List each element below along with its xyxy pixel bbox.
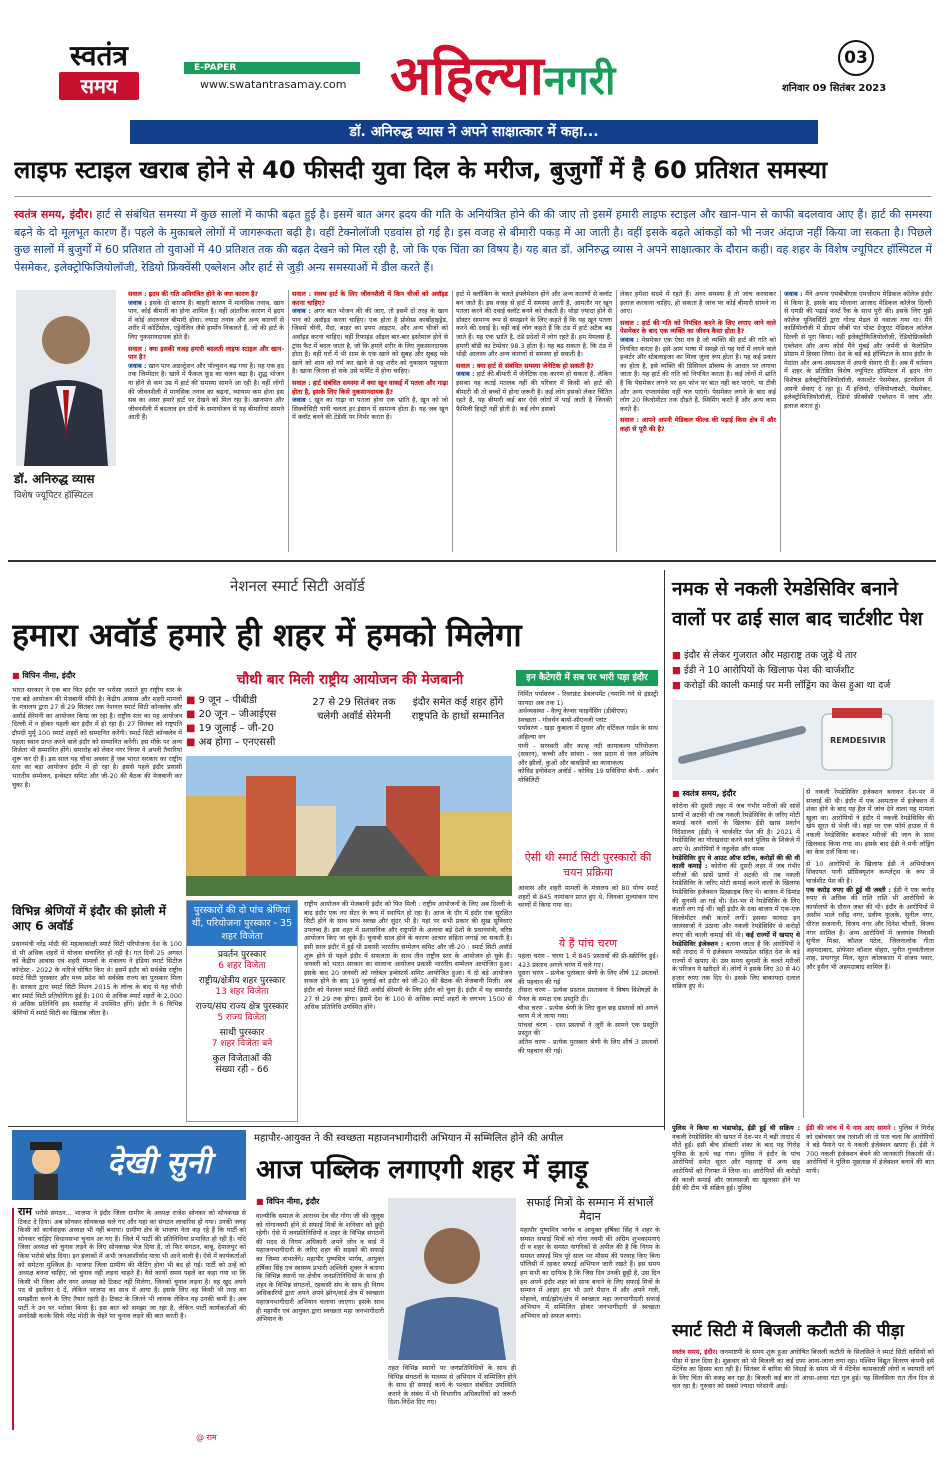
lead-intro [14,206,932,278]
remdesivir-photo-label: REMDESIVIR [830,736,886,745]
power-headline: स्मार्ट सिटी में बिजली कटौती की पीड़ा [672,1321,905,1341]
category-item: पानी - सरस्वती और कान्ह नदी कायाकल्प परियोजना (सवरन), कच्ची और सांवरा - जल प्रदाय से जल अधिशेष और झीलों, कुओं और बावड़ियों का कायाकल्प [518,741,658,767]
jhadu-col-3: महापौर पुष्यमित्र भार्गव व आयुक्त हर्षिका सिंह ने शहर के समस्त सफाई मित्रों को गोगा नवमी की अग्रिम शुभकामनाएं दी व शहर के समस्त नागरिकों से अपील की है कि निगम के समस्त सफाई मित्र पूरे साल भर मौसम की परवाह किए बिना पॉलिसी में रहकर सफाई अभियान जारी रखते हैं। इस समय हम सभी का दायित्व है कि जिस दिन उनकी छुट्टी है, उस दिन हम अपने इंदौर शहर को साफ बनाने के लिए सफाई मित्रों के सम्मान में आइए हम भी उतरे मैदान में और अपने गली, मोहल्ले, वार्ड/झोन/क्षेत्र में स्वच्छता महा जनभागीदारी सफाई अभियान में सम्मिलित होकर जनभागीदारी से स्वच्छता अभियान को सफल बनाएं। [520,1226,660,1320]
award-subhead: चौथी बार मिली राष्ट्रीय आयोजन की मेजबानी [236,672,464,688]
award-byline-text: विपिन नीमा, इंदौर [22,671,76,680]
category-item: स्वच्छता - गोवर्धन बायो-सीएनजी प्लांट [518,715,607,724]
power-dateline: स्वतंत्र समय, इंदौर। [672,1348,718,1356]
qa-column-5 [784,290,932,552]
mayor-photo [388,1198,516,1360]
jhadu-col-1: वाल्मीकि समाज के आराध्य देव वीर गोगा जी की जुलूस को गोगानवमी होने से सफाई मित्रों के शनिवार को छुट्टी रहेगी। ऐसे में जनप्रतिनिधियों व शहर के विभिन्न संगठनों की मदद से निगम अधिकारी अपने जोन व वार्ड में महाजनभागीदारी के जरिए शहर की सड़कों की सफाई का जिम्मा संभालेंगे। महापौर पुष्यमित्र भार्गव, आयुक्त हर्षिका सिंह एवं स्वास्थ्य प्रभारी अश्विनी शुक्ल ने बताया कि विभिन्न स्थानों पर क्षेत्रीय जनप्रतिनिधियों के साथ ही शहर के विभिन्न संगठनों, रहवासी संघ के साथ ही निगम अधिकारियों द्वारा अपने अपने झोन/वार्ड क्षेत्र में स्वच्छता महाजनभागीदारी अभियान चलाया जाएगा। इसके साथ ही महापौर एवं आयुक्त द्वारा स्वच्छता महा जनभागीदारी अभियान के [256,1212,384,1324]
qa-item: जवाब : मैंने अपना एमबीबीएस एमजीएम मेडिकल कॉलेज इंदौर से किया है, इसके बाद मौलाना आजाद मेडिकल कॉलेज दिल्ली से एमडी की पढ़ाई फर्स्ट रैंक के साथ पूरी की। इसके लिए मुझे कॉलेज यूनिवर्सिटी द्वारा गोल्ड मेडल से नवाजा गया था। मैंने कार्डियोलॉजी में डीएम जीबी पंत पोस्ट ग्रेजुएट मेडिकल कॉलेज दिल्ली से पूरा किया। वहीं इलेक्ट्रोफिजियोलॉजी, रेडियोफ्रिक्वेंसी एब्लेशन और अन्य कोर्स मैंने मुंबई और जर्मनी से फेलोशिप प्रोग्राम में हिस्सा लिया। देश के बड़े बड़े हॉस्पिटल के साथ इंदौर के मेदांता और अन्य अस्पताल में अपनी सेवाएं दी हैं। अब मैं वर्तमान में शहर के प्रतिष्ठित विशेष ज्यूपिटर हॉस्पिटल में ह्रदय रोग विशेषज्ञ इलेक्ट्रोफिजियोलॉजी, कंसल्टेंट पेसमेकर, इंटरवेंशन में अपनी सेवाएं दे रहा हूं। मैं इंजियो, एंजियोप्लास्टी, पेसमेकर, इलेक्ट्रोफिजियोलॉजी, रेडियो फ्रीक्वेंसी एब्लेशन में जांच और इलाज करता हूं। [784,290,932,410]
column-rule [616,290,617,552]
stages-title: ये हैं पांच चरण [558,937,618,950]
process-intro: आवास और शहरी मामलों के मंत्रालय को 80 योग्य स्मार्ट शहरों से 845 नामांकन प्राप्त हुए थे, जिनका मूल्यांकन पांच चरणों में किया गया था। [518,884,658,910]
city-title [390,36,615,106]
logo-line2: समय [59,72,139,100]
column-title: देखी सुनी [107,1146,211,1181]
remdesivir-col-3: ईडी की जांच में ये नाम आए सामने : पुलिस ने गिरोह को दबोचकर जब तलाशी ली तो पता चला कि आरोपियों ने बड़े पैमाने पर ये नकली इंजेक्शन खपाए हैं। ईडी ने 700 नकली इंजेक्शन बेचने की जानकारी निकाली थी। आरोपियों ने पुलिस पूछताछ में इंजेक्शन बनाने की बात मानी। [806,1124,934,1175]
column-rule [780,290,781,552]
awards-box [186,900,298,1122]
qa-column-2 [292,290,448,552]
award-body-1: भारत सरकार ने एक बार फिर इंदौर पर भरोसा जताते हुए राष्ट्रीय स्तर के एक बड़े आयोजन की मेजबानी सौंपी है। केंद्रीय आवास और शहरी मामलों के मंत्रालय द्वारा 27 से 29 सितंबर तक नेशनल स्मार्ट सिटी कॉन्क्लेव और अवॉर्ड सेरेमनी का आयोजन किया जा रहा है। राष्ट्रीय स्तर का यह आयोजन दिल्ली में न होकर पहली बार इंदौर में हो रहा है। 27 सितंबर को राष्ट्रपति द्रौपदी मुर्मू 100 स्मार्ट शहरों को सम्मानित करेंगी। स्मार्ट सिटी कॉन्क्लेव में पहला स्थान प्राप्त करने वाले इंदौर को सम्मानित करेंगी। इस मौके पर अन्य विजेता भी सम्मानित होंगे। समारोह को लेकर नगर निगम ने अपनी तैयारियां शुरू कर दी हैं। इस साल यह चौथा अवसर है जब भारत सरकार का राष्ट्रीय स्तर का बड़ा आयोजन इंदौर में हो रहा है। इससे पहले इंदौर प्रवासी भारतीय सम्मेलन, इन्वेस्टर समिट और जी-20 की बैठक की मेजबानी कर चुका है। [12,686,182,789]
category-item: निर्मित पर्यावरण - रिवरफ्रंट डेवलपमेंट (नमामि गंगे से इंडस्ट्री फ़ायदा अब तक 1) [518,690,658,707]
remdesivir-col-1: कोरोना की दूसरी लहर में जब गंभीर मरीजों की सांसें प्राणों में अटकी थी तब नकली रेमडेसिविर के जरिए मोटी कमाई करने वालों के खिलाफ ईडी खास प्रवर्तन निदेशालय (ईडी) ने चार्जशीट पेश की है। 2021 में रेमडेसिविर का गोरखधंधा करने वाले पुलिस के शिकंजे में आए थे। आरोपियों ने नकुलेंस और नमक रेमडेसिविर हुए थे आउट ऑफ स्टॉक, करोड़ों की की थी काली कमाई : कोरोना की दूसरी लहर में जब गंभीर मरीजों की सांसें प्राणों में अटकी थी तब नकली रेमडेसिविर के जरिए मोटी कमाई करने वालों के खिलाफ रेमडेसिविर इंजेक्शन प्रिस्क्राइब किए थे। बाजार में डिमांड की सुनामी आ गई थी। देश-भर में रेमडेसिविर के लिए कतारें लग गई थीं। वहीं इंदौर के दवा बाजार में एक-एक किलोमीटर लंबी कतारें लगीं। इसका फायदा इन जालसाजों ने उठाया और नकली रेमडेसिविर से करोड़ों रुपए की काली कमाई की थी। कई राज्यों में खपाए थे रेमडेसिविर इंजेक्शन : बताया जाता है कि आरोपियों ने बड़ी तादाद में ये इंजेक्शन मध्यप्रदेश सहित देश के बड़े राज्यों में खपाए थे। उस समय सुनामी के चलते मरीजों के परिजन ये खरीदते थे। लोगों ने इसके लिए 30 से 40 हजार रुपए तक दिए थे। इसके लिए बाकायदा दलाल सक्रिय हुए थे। [672,802,800,991]
remdesivir-col-2: से नकली रेमडेसिविर इंजेक्शन बनाकर देश-भर में सप्लाई की थी। इंदौर में एक अस्पताल में इंजेक्शन में शंका होने के बाद यह हैल में जांच देने वाला यह मामला खुला था। आरोपियों ने इंदौर में नकली रेमडेसिविर की खेप सूरत से भेजी थी। वहां पर एक फॉर्म हाउस में ये नकली रेमडेसिविर बनाकर मरीजों की जान के साथ खिलवाड़ किया गया था। इसके बाद ईडी ने मनी लॉड्रिंग का केस दर्ज किया था। से 10 आरोपियों के खिलाफ ईडी ने अभियोजन शिकायत यानी प्रॉसिक्यूशन कम्प्लेंट्स के रूप में चार्जशीट पेश की है। एक करोड़ रुपए की हुई थी जब्ती : ईडी ने एक करोड़ रुपए से अधिक की राशि राशि भी आरोपियों के कार्यालयों के दौरान जब्त की थी। इंदौर के आरोपियों में असीम भाले रवींद्र नगर, प्रवीण फूलके, सुनील नगर, धीरज सजनानी, विजय नगर और दिनेश चौधरी, विजय नगर शामिल हैं। अन्य आरोपियों में जलगांव निवासी सुनील मिश्रा, कौशल पटेल, जिलनालोक गीता अहमदाबाद, प्रोफेसर कौशल वोहरा, पुनीत गुनवंतीलाल शाह, प्रयागपुर मिल, सूरत कोलकाता में संजय पवार, और हुसैन भी अहमदाबाद शामिल हैं। [806,788,934,971]
award-body-3: राष्ट्रीय आयोजन की मेजबानी इंदौर को फिर मिली : राष्ट्रीय आयोजनों के लिए अब दिल्ली के बाद इंदौर एक नए सेंटर के रूप में स्थापित हो रहा है। आज के दौर में इंदौर एक सुरक्षित सिटी होने के साथ साथ स्वच्छ और सुंदर भी है। यहां पर सभी प्रकार की सुख सुविधाएं उपलब्ध है। इस शहर में प्रशासनिक और राष्ट्रपति के अलावा बड़े देशों के प्रधानमंत्री, वरिष्ठ आयोजन किए जा चुके हैं। चुनावी साल होने के कारण आचार संहिता लगाई जा सकती है। इसी साल इंदौर में हुई थी प्रवासी भारतीय सम्मेलन समिट और जी-20 : स्मार्ट सिटी अवॉर्ड शुरू होने से पहले इंदौर में सफलता के साथ तीन राष्ट्रीय स्तर के आयोजन हो चुके हैं। जनवरी को भारत सरकार का सालाना आयोजन प्रवासी भारतीय सम्मेलन आयोजित हुआ। इसके बाद 20 जनवरी को ग्लोबल इन्वेस्टर्स समिट आयोजित हुआ। ये दो बड़े आयोजन सफल होने के बाद 19 जुलाई को इंदौर को जी-20 की बैठक की मेजबानी मिली। अब इंदौर को नेशनल स्मार्ट सिटी अवॉर्ड सेरेमनी के लिए इंदौर को चुना है। इंदौर में यह समारोह 27 से 29 तक होगा। इसमें देश के 100 से अधिक स्मार्ट शहरों के लगभग 1500 से अधिक प्रतिनिधि उपस्थित होंगे। [304,900,512,1012]
category-list [518,690,658,844]
qa-item: सवाल : आपने अपनी मेडिकल फील्ड की पढ़ाई किस क्षेत्र में और कहां से पूरी की है? [620,416,776,433]
category-item: कोविड इनोवेशन अवॉर्ड - कोविड 19 प्रविधियां श्रेणी - अर्बन मोबिलिटी [518,767,658,784]
city-skyline-icon [186,756,512,896]
remdesivir-byline: ■ स्वतंत्र समय, इंदौर [672,788,800,799]
stage-item: अंतिम चरण - प्रत्येक पुरस्कार श्रेणी के लिए शीर्ष 3 प्रस्तावों की पहचान की गई। [518,1037,658,1055]
event-item: ■ 20 जून – जीआईएस [186,708,296,722]
doctor-portrait-icon [16,290,116,466]
award-item: साथी पुरस्कार 7 शहर विजेता बने [211,1028,273,1049]
remdesivir-photo [672,700,934,780]
qa-column-3 [456,290,612,552]
award-kicker: नेशनल स्मार्ट सिटी अवॉर्ड [230,577,365,595]
syringe-vial-icon [672,700,934,780]
stage-item: चौथा चरण - प्रत्येक श्रेणी के लिए कुल छह प्रस्तावों को अगले चरण में ले जाया गया। [518,1003,658,1021]
logo-line1: स्वतंत्र [70,39,128,72]
qa-item: सवाल : हार्ट की गति को नियंत्रित करने के लिए लगाए जाने वाले पेसमेकर के बाद एक व्यक्ति का जीवन कैसा होता है? जवाब : पेसमेकर एक ऐसा यंत्र है जो व्यक्ति की हार्ट की गति को नियंत्रित करता है। इसे आम भाषा में समझे तो यह घरों में लगने वाले इन्वर्टर और स्टेबलाइजर का मिला जुला रूप होता है। यह कई प्रकार का होता है, इसे व्यक्ति की प्रिसिपल प्रॉब्लम के आधार पर लगाया जाता है। यह हार्ट की गति को नियंत्रित करता है। कई लोगों में भ्रांति है कि पेसमेकर लगने पर हम फोन पर बात नहीं कर पाएंगे, या टीवी और अन्य एप्लायंसेस नहीं चल पाएंगे। पेसमेकर लगने के बाद कई लोग 20 किलोमीटर तक दौड़ते हैं, स्विमिंग करते हैं और अन्य काम करते हैं। [620,318,776,413]
detective-icon [16,1130,76,1200]
stage-item: पहला चरण - चरण 1 में 845 प्रस्तावों की प्री-स्क्रीनिंग हुई। 423 प्रस्ताव अगले चरण में चले गए। [518,952,658,969]
bullet-item: ■ ईडी ने 10 आरोपियों के खिलाफ पेश की चार्जशीट [672,663,934,678]
divider [14,196,932,197]
qa-column-4 [620,290,776,552]
masthead [0,0,945,112]
byline-marker-icon [12,671,22,680]
qa-column-1 [128,290,284,552]
qa-item: लेकर हमेशा सदमे में रहते हैं। अगर समस्या है तो जांच करवाकर इलाज करवाना चाहिए, हो सकता है जांच पर कोई बीमारी सामने ना आए। [620,290,776,316]
column-lead-word: राम [18,1208,32,1218]
award-headline: हमारा अवॉर्ड हमारे ही शहर में हमको मिलेगा [12,616,522,654]
lead-kicker-text: डॉ. अनिरुद्ध व्यास ने अपने साक्षात्कार में कहा... [349,124,599,140]
column-text: भरोसे संगठन... भाजपा ने इंदौर जिला ग्रामीण के अध्यक्ष राजेश सोनकर को सोनकच्छ से टिकट दे दिया। अब सोनकर सोनकच्छ चले गए और यहां का संगठन लावारिस हो गया। उनकी जगह किसी को कार्यवाहक अध्यक्ष भी नहीं बनाया। ग्रामीण क्षेत्र के भाजपा नेता कह रहे हैं कि पार्टी को सोनकर चाहिए विधानसभा चुनाव आ गए हैं। जिले में पार्टी की प्रतिनिधियां प्रभावित हो रही है। यदि जिला अध्यक्ष को चुनाव लड़ने के लिए सोनकच्छ भेज दिया है, तो फिर संगठन, बाबू, देपालपुर को किस भरोसे छोड़ दिया। इन इलाकों में अभी जनआशीर्वाद यात्रा भी आने वाली है। ऐसे में कार्यकर्ताओं को समेटना मुश्किल है। भाजपा जिला ग्रामीण की मीटिंग होना भी बंद हो गई। पार्टी को उन्हें को अध्यक्ष बनना चाहिए, जो चुनाव नहीं लड़ना चाहते हैं। वैसे कार्यो समय पहले का कहा गया था कि किसी भी जिला और नगर अध्यक्ष को टिकट नहीं मिलेगा, जिनको चुनाव लड़ना है। वह खुद अपने पद से इस्तीफा दे दें, लेकिन भाजपा का साथ में आया है। इसके लिए वह किसी भी तरह का समझौता करने के लिए तैयार रहती है। टिकट के जितने भी लायक लेकिन यह उनकी कमी है। अब पार्टी ने उन पर भरोसा किया है। इस बात को समझा जा रहा है, लेकिन पार्टी कार्यकर्ताओं की अनदेखी करके सिर्फ नरेंद्र मोदी के चेहरे पर चुनाव लड़ने की बात करती है। [18,1209,246,1321]
stage-item: दूसरा चरण - प्रत्येक पुरस्कार श्रेणी के लिए शीर्ष 12 प्रस्तावों की पहचान की गई [518,969,658,986]
process-title: ऐसी थी स्मार्ट सिटी पुरस्कारों की चयन प्रक्रिया [524,851,652,879]
award-item: राष्ट्रीय/क्षेत्रीय शहर पुरस्कार 13 शहर विजेता [198,976,286,997]
column-rule [452,290,453,552]
event-item: ■ अब होगा – एनएससी [186,736,296,750]
qa-item: सवाल : स्वस्थ हार्ट के लिए जीवनशैली में किन चीजों को अवॉइड करना चाहिए? जवाब : अगर बात भोजन की की जाए, तो इसमें दो तरह के खान पान को अवॉइड करना चाहिए। एक होता है प्रोसेस्ड कार्बोहाइड्रेड, जिसमें चीनी, मैदा, बाहर का प्रपप आइटम, और अन्य चीजों को अवॉइड करना चाहिए। वहीं रिफाइंड ऑइल बार-बार इस्तेमाल होने से ट्रांस फैट में बदल जाता है, जो कि हमारे शरीर के लिए नुकसानदायक होता है। वहीं घरों में भी शाम के एक खाने को सुबह और सुबह पके खाने को शाम को गर्म कर खाने से यह शरीर को नुकसान पहुंचाता है। खाना जितना हो सके उसे फर्मिट में होना चाहिए। [292,290,448,376]
jhadu-col-2: तहत विभिन्न स्थानों पर जनप्रतिनिधियों के साथ ही विभिन्न संगठनों के माध्यम से अभियान में सम्मिलित होने के साथ ही सफाई कार्य के पश्चात संबंधित उपस्थिति कराने के संबंध में भी विभागीय अधिकारियों को जरूरी दिशा-निर्देश दिए गए। [388,1364,516,1407]
jhadu-kicker: महापौर-आयुक्त ने की स्वच्छता महाजनभागीदारी अभियान में सम्मिलित होने की अपील [254,1133,564,1144]
jhadu-quote: सफाई मित्रों के सम्मान में संभालें मैदान [526,1196,654,1223]
issue-date: शनिवार 09 सितंबर 2023 [782,83,887,94]
column-rule [664,570,665,1130]
info-box-2: इंदौर समेत कई शहर होंगे राष्ट्रपति के हाथों सम्मानित [411,697,505,722]
event-item: ■ 19 जुलाई – जी-20 [186,722,296,736]
byline-marker-icon [672,789,682,798]
event-item: ■ 9 जून – पीबीडी [186,694,296,708]
info-box-1: 27 से 29 सितंबर तक चलेगी अवॉर्ड सेरेमनी [312,697,396,722]
qa-item: सवाल : हार्ट संबंधित समस्या में क्या खून वाकई में पतला और गाढ़ा होता है, इसके लिए किसे नुकसानदायक है? जवाब : खून का गाढ़ा या पतला होना एक भ्रांति है, खून को जो सिक्वोसिटी यानी चलता हर इंसान में सामान्य होता है। यह जब खून में क्लॉट बनने की टेंडेंसी पर निर्भर करता है। [292,378,448,422]
qa-item: सवाल : क्या इसकी वजह हमारी बदलती लाइफ स्टाइल और खान-पान है? जवाब : खान पान अडल्ट्रेशन और पॉल्युशन बढ़ गया है। यह एक हद तक जिम्मेदार है। खाने में फैंकल फूड का चलन बढ़ा है। शुद्ध भोजन ना होने से कम उम्र में हार्ट की समस्या सामने आ रही है। वहीं लोगों की जीवनशैली में मानसिक तनाव का बढ़ना, व्यायाम कम होना इस सब का असर हमारे हार्ट पर देखने को मिल रहा है। खानपान और जीवनशैली में बदलाव इन दोनों के समायोजन से यह बीमारियां सामने आती हैं। [128,344,284,422]
page-number: 03 [838,40,874,76]
section-divider [8,560,936,562]
smart-city-image [186,756,512,896]
lead-headline: लाइफ स्टाइल खराब होने से 40 फीसदी युवा दिल के मरीज, बुजुर्गों में है 60 प्रतिशत समस्या [14,156,828,184]
jhadu-byline: ■ विपिन नीमा, इंदौर [256,1196,376,1207]
city-title-part2: नगरी [543,57,616,104]
website[interactable]: www.swatantrasamay.com [200,78,347,91]
doctor-caption: विशेष ज्यूपिटर हॉस्पिटल [14,491,94,501]
bullet-item: ■ करोड़ों की काली कमाई पर मनी लॉड्रिंग का केस हुआ था दर्ज [672,678,934,693]
column-author: @ राम [196,1433,217,1442]
stage-item: तीसरा चरण - प्रत्येक प्रस्ताव प्रस्तावना ने विषय विशेषज्ञों के पैनल के समक्ष एक प्रस्तुति दी। [518,986,658,1003]
event-list [186,694,296,750]
stage-list [518,952,658,1122]
remdesivir-headline: नमक से नकली रेमडेसिविर बनाने वालों पर ढाई साल बाद चार्टशीट पेश [672,578,923,630]
lead-intro-text: हार्ट से संबंधित समस्या में कुछ सालों में काफी बढ़त हुई है। इसमें बात अगर ह्रदय की गति के अनियंत्रित होने की की जाए तो इसमें हमारी लाइफ स्टाइल और खान-पान से काफी बदलवाव आए हैं। हार्ट की समस्या बढ़ने के दो मूलभूत कारण हैं। पहले के मुकाबले लोगों में जागरूकता बढ़ी है। वहीं टेक्नोलॉजी एडवांस हो गई है। इस वजह से बीमारी पकड़ में आ जाती है। वहीं इसके बढ़ते आंकड़ों को भी नजर अंदाज नहीं किया जा सकता है। पिछले कुछ सालों में बुजुर्गों में 60 प्रतिशत तो युवाओं में 40 प्रतिशत तक की बढ़त देखने को मिल रही है, जो कि एक चिंता का विषय है। यह बात डॉ. अनिरुद्ध व्यास ने अपने साक्षात्कार के दौरान कही। वह शहर के विशेष ज्यूपिटर हॉस्पिटल में पेसमेकर, इलेक्ट्रोफिजियोलॉजी, रेडियो फ्रिक्वेंसी एब्लेशन और हार्ट से जुड़ी अन्य समस्याओं में डील करते हैं। [14,208,932,274]
category-title: इन कैटेगरी में सब पर भारी पड़ा इंदौर [516,670,658,686]
remdesivir-col-4: पुलिस ने किया था भंडाफोड़, ईडी हुई थी सक्रिय : नकली रेमडेसिविर की खपत में देश-भर में बड़ी तादाद में मौतें हुईं। इसी बीच डॉक्टरी शंका के बाद यह गिरोह पुलिस के हत्थे चढ़ गया। पुलिस ने इंदौर के पांच आरोपियों समेत सूरत और महाराष्ट्र से अन्य छह आरोपियों को गिरफ्त में लिया था। आरोपियों की करोड़ों की काली कमाई और जालसाजी का खुलासा होने पर ईडी की टीम भी सक्रिय हुई। पुलिस [672,1124,800,1193]
jhadu-headline: आज पब्लिक लगाएगी शहर में झाड़ू [256,1155,588,1185]
epaper-badge: E-PAPER [184,62,360,74]
award-item: प्रवर्तन पुरस्कार 6 शहर विजेता [217,950,267,971]
remdesivir-bullets [672,648,934,693]
award-body-2: प्रधानमंत्री नरेंद्र मोदी की महत्वाकांक्षी स्मार्ट सिटी परियोजना देश के 100 से भी अधिक शहरों में योजना संचालित हो रही है। गत दिनों 25 अगस्त को केंद्रीय आवास एवं शहरी मामलों के मंत्रालय ने इंडिया स्मार्ट सिटीज कॉन्टेस्ट - 2022 के नतीजे घोषित किए थे। इसमें इंदौर को सर्वश्रेष्ठ राष्ट्रीय स्मार्ट सिटी पुरस्कार और मध्य प्रदेश को सर्वश्रेष्ठ राज्य का पुरस्कार मिला है। सरकार द्वारा स्मार्ट सिटी मिशन 2015 के लॉन्च के बाद से यह चौथी बार स्मार्ट सिटी प्रतियोगिता हुई है। 100 से अधिक स्मार्ट शहरों के 2,000 से अधिक प्रतिनिधि इस समारोह में उपस्थित होंगे। इंदौर ने 6 विभिन्न श्रेणियों में स्मार्ट सिटी का खिताब जीता है। [12,940,182,1017]
power-text: जनमाष्टमी के समय शुरू हुआ अघोषित बिजली कटौती के सिलसिले ने स्मार्ट सिटी वासियों को पीड़ा में डाल दिया है। शुक्रवार को भी बिजली का कई दफा आना-जाना लगा रहा। पश्चिम विद्युत वितरण कंपनी इसे मेंटेनेंस का हिस्सा बता रही है। सितंबर में बारिश की विदाई के समय भी ये मेंटेनेंस कामकाजी लोगों व व्यापारी वर्ग के लिए चिंता की वजह बन रहा है। बिजली कई बार तो आधा-आधा घंटा गुल हुई। यह सिलसिला रात तीन दिन से चल रहा है। गुरुवार को सबसे ज्यादा परेशानी आई। [672,1348,934,1391]
award-item: राज्य/संघ राज्य क्षेत्र पुरस्कार 5 राज्य विजेता [195,1002,289,1023]
power-body [672,1348,934,1438]
award-item: कुल विजेताओं की संख्या रही - 66 [212,1054,272,1075]
award-byline [12,670,182,681]
stage-item: पांचवां चरण - दस्त प्रस्तावों ने जूरी के सामने एक प्रस्तुति प्रस्तुत की [518,1020,658,1038]
qa-item: सवाल : क्या हार्ट से संबंधित समस्या जेनेटिक हो सकती है? जवाब : हार्ट की बीमारी में जेनेटिक एक कारण हो सकता है, लेकिन इसका यह कतई मतलब नहीं की परिवार में किसी को हार्ट की बीमारी थी तो बच्चों में होना जरूरी है। कई लोग इसको लेकर चिंतित रहते हैं, यह बीमारी कई बार ऐसे लोगों में पाई जाती है जिनकी फैमिली हिस्ट्री नहीं होती है। कई लोग इसको [456,361,612,413]
awards-box-title: पुरस्कारों की दो पांच श्रेणियां थीं, परियोजना पुरस्कार - 35 शहर विजेता [187,901,297,946]
qa-item: हार्ट में क्लॉकिंग के चलते इंफ्लेमेशन होने और अन्य कारणों से क्लॉट बन जाते हैं। इस वजह से हार्ट में समस्या आती है, आमतौर पर खून पतला करने की दवाई क्लॉट बनने को रोकती है। थोड़ा ज्यादा होने से डॉक्टर सामान्य रूप से समझाने के लिए कहते हैं कि यह खून पतला करने की दवाई है। वहीं कई लोग कहते हैं कि ठंड में हार्ट अटैक बढ़ जाते हैं। यह एक भ्रांति है, ठंडे प्रदेशों में लोग रहते हैं। हम मेमलस हैं, हमारी बॉडी का टेम्प्रेचर 98.3 होता है। यह बढ़ सकता है, कि ठंड में थोड़ी आलस्य और अन्य कारणों से समस्या हो सकती है। [456,290,612,359]
lead-kicker [130,120,818,144]
byline-marker-icon [256,1197,266,1206]
bullet-item: ■ इंदौर से लेकर गुजरात और महाराष्ट्र तक जुड़े थे तार [672,648,934,663]
logo [28,40,170,104]
column-rule [288,290,289,552]
mayor-portrait-icon [388,1198,516,1360]
column-rule [803,788,804,1118]
qa-item: सवाल : ह्रदय की गति अनियंत्रित होने के क्या कारण है? जवाब : इसके दो कारण है। बाहरी कारण में मानसिक तनाव, खान पान, कोई बीमारी का होना शामिल है। वहीं आंतरिक कारण में ह्रदय में कोई अंदरुनाल बीमारी होना। ज्यादा तनाव और अन्य कारणों से शरीर में कोर्टिसोल, एड्रेनेलिन जैसे हार्मोन निकलते हैं, जो की हार्ट के लिए नुकसानदायक होते हैं। [128,290,284,341]
lead-dateline: स्वतंत्र समय, इंदौर। [14,208,93,221]
city-title-part1: अहिल्या [390,43,544,107]
award-side-head: विभिन्न श्रेणियों में इंदौर की झोली में आए 6 अवॉर्ड [12,904,166,933]
column-body [12,1208,246,1430]
column-banner [12,1130,246,1200]
category-item: अर्थव्यवस्था - वैल्यू केप्चर फाइनेंसिंग (डीबीएफ) [518,707,628,716]
section-divider [8,1126,664,1127]
category-item: पर्यावरण - खड़ा कुबाला में सुधार और वर्टिकल गार्डन के साथ अहिल्या वन [518,724,658,741]
doctor-photo [16,290,116,466]
doctor-name: डॉ. अनिरुद्ध व्यास [14,472,95,486]
